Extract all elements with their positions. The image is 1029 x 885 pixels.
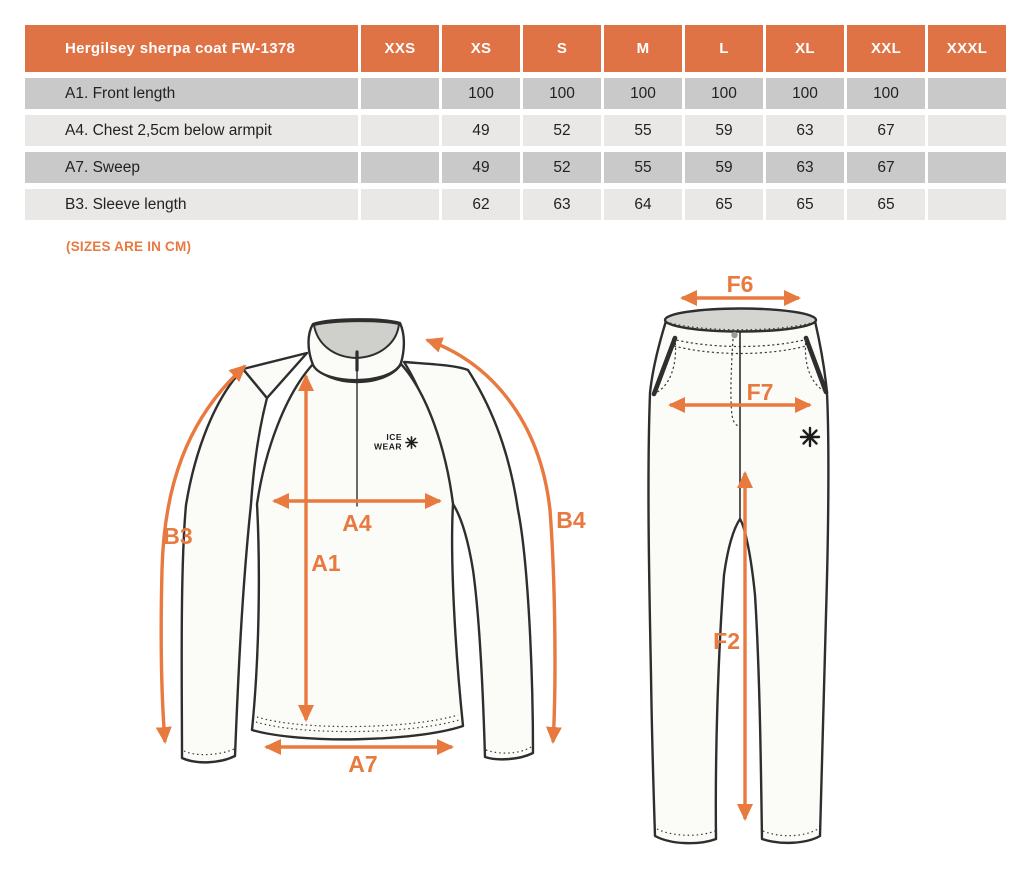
cell-a4-m: 55	[604, 115, 682, 146]
cell-a4-xxxl	[928, 115, 1006, 146]
cell-a4-xxs	[361, 115, 439, 146]
jacket-drawing	[182, 319, 533, 762]
size-table	[25, 25, 1006, 220]
cell-b3-l: 65	[685, 189, 763, 220]
brand-logo-text-2: WEAR	[374, 441, 402, 452]
size-header-s: S	[523, 25, 601, 72]
cell-a7-l: 59	[685, 152, 763, 183]
cell-a1-xxxl	[928, 78, 1006, 109]
cell-a4-s: 52	[523, 115, 601, 146]
size-header-xxl: XXL	[847, 25, 925, 72]
size-header-l: L	[685, 25, 763, 72]
measure-label-b3: B3	[163, 523, 193, 549]
row-label-a1: A1. Front length	[25, 78, 358, 109]
size-header-xs: XS	[442, 25, 520, 72]
cell-a4-l: 59	[685, 115, 763, 146]
measure-label-a1: A1	[311, 550, 341, 576]
cell-b3-xxxl	[928, 189, 1006, 220]
cell-a4-xxl: 67	[847, 115, 925, 146]
cell-b3-xxl: 65	[847, 189, 925, 220]
measure-label-a7: A7	[348, 751, 378, 777]
pants-drawing	[648, 309, 828, 844]
cell-a7-xxs	[361, 152, 439, 183]
pants-figure	[620, 275, 880, 875]
cell-a4-xs: 49	[442, 115, 520, 146]
pants-waist-opening	[665, 309, 816, 332]
table-title: Hergilsey sherpa coat FW-1378	[25, 25, 358, 72]
pants-silhouette	[648, 321, 828, 843]
sizes-unit-note: (SIZES ARE IN CM)	[66, 239, 192, 254]
cell-a1-l: 100	[685, 78, 763, 109]
row-label-a4: A4. Chest 2,5cm below armpit	[25, 115, 358, 146]
measure-label-f7: F7	[746, 379, 774, 405]
measure-label-a4: A4	[342, 510, 372, 536]
row-label-b3: B3. Sleeve length	[25, 189, 358, 220]
measure-label-b4: B4	[556, 507, 586, 533]
cell-a7-m: 55	[604, 152, 682, 183]
jacket-figure	[150, 290, 620, 790]
cell-a1-xxs	[361, 78, 439, 109]
cell-b3-s: 63	[523, 189, 601, 220]
cell-a1-xl: 100	[766, 78, 844, 109]
brand-logo-text-1: ICE	[386, 432, 402, 442]
cell-b3-xl: 65	[766, 189, 844, 220]
cell-a1-xxl: 100	[847, 78, 925, 109]
cell-a7-xxl: 67	[847, 152, 925, 183]
cell-a7-xxxl	[928, 152, 1006, 183]
cell-b3-xs: 62	[442, 189, 520, 220]
measure-label-f2: F2	[713, 628, 740, 654]
cell-a7-s: 52	[523, 152, 601, 183]
snowflake-icon	[406, 437, 417, 448]
cell-b3-m: 64	[604, 189, 682, 220]
size-header-m: M	[604, 25, 682, 72]
measure-label-f6: F6	[726, 275, 754, 297]
cell-a1-m: 100	[604, 78, 682, 109]
size-header-xxxl: XXXL	[928, 25, 1006, 72]
cell-a7-xl: 63	[766, 152, 844, 183]
cell-a1-xs: 100	[442, 78, 520, 109]
cell-b3-xxs	[361, 189, 439, 220]
row-label-a7: A7. Sweep	[25, 152, 358, 183]
cell-a7-xs: 49	[442, 152, 520, 183]
waist-button	[731, 332, 737, 338]
size-header-xxs: XXS	[361, 25, 439, 72]
cell-a4-xl: 63	[766, 115, 844, 146]
snowflake-icon	[801, 428, 819, 446]
cell-a1-s: 100	[523, 78, 601, 109]
size-header-xl: XL	[766, 25, 844, 72]
